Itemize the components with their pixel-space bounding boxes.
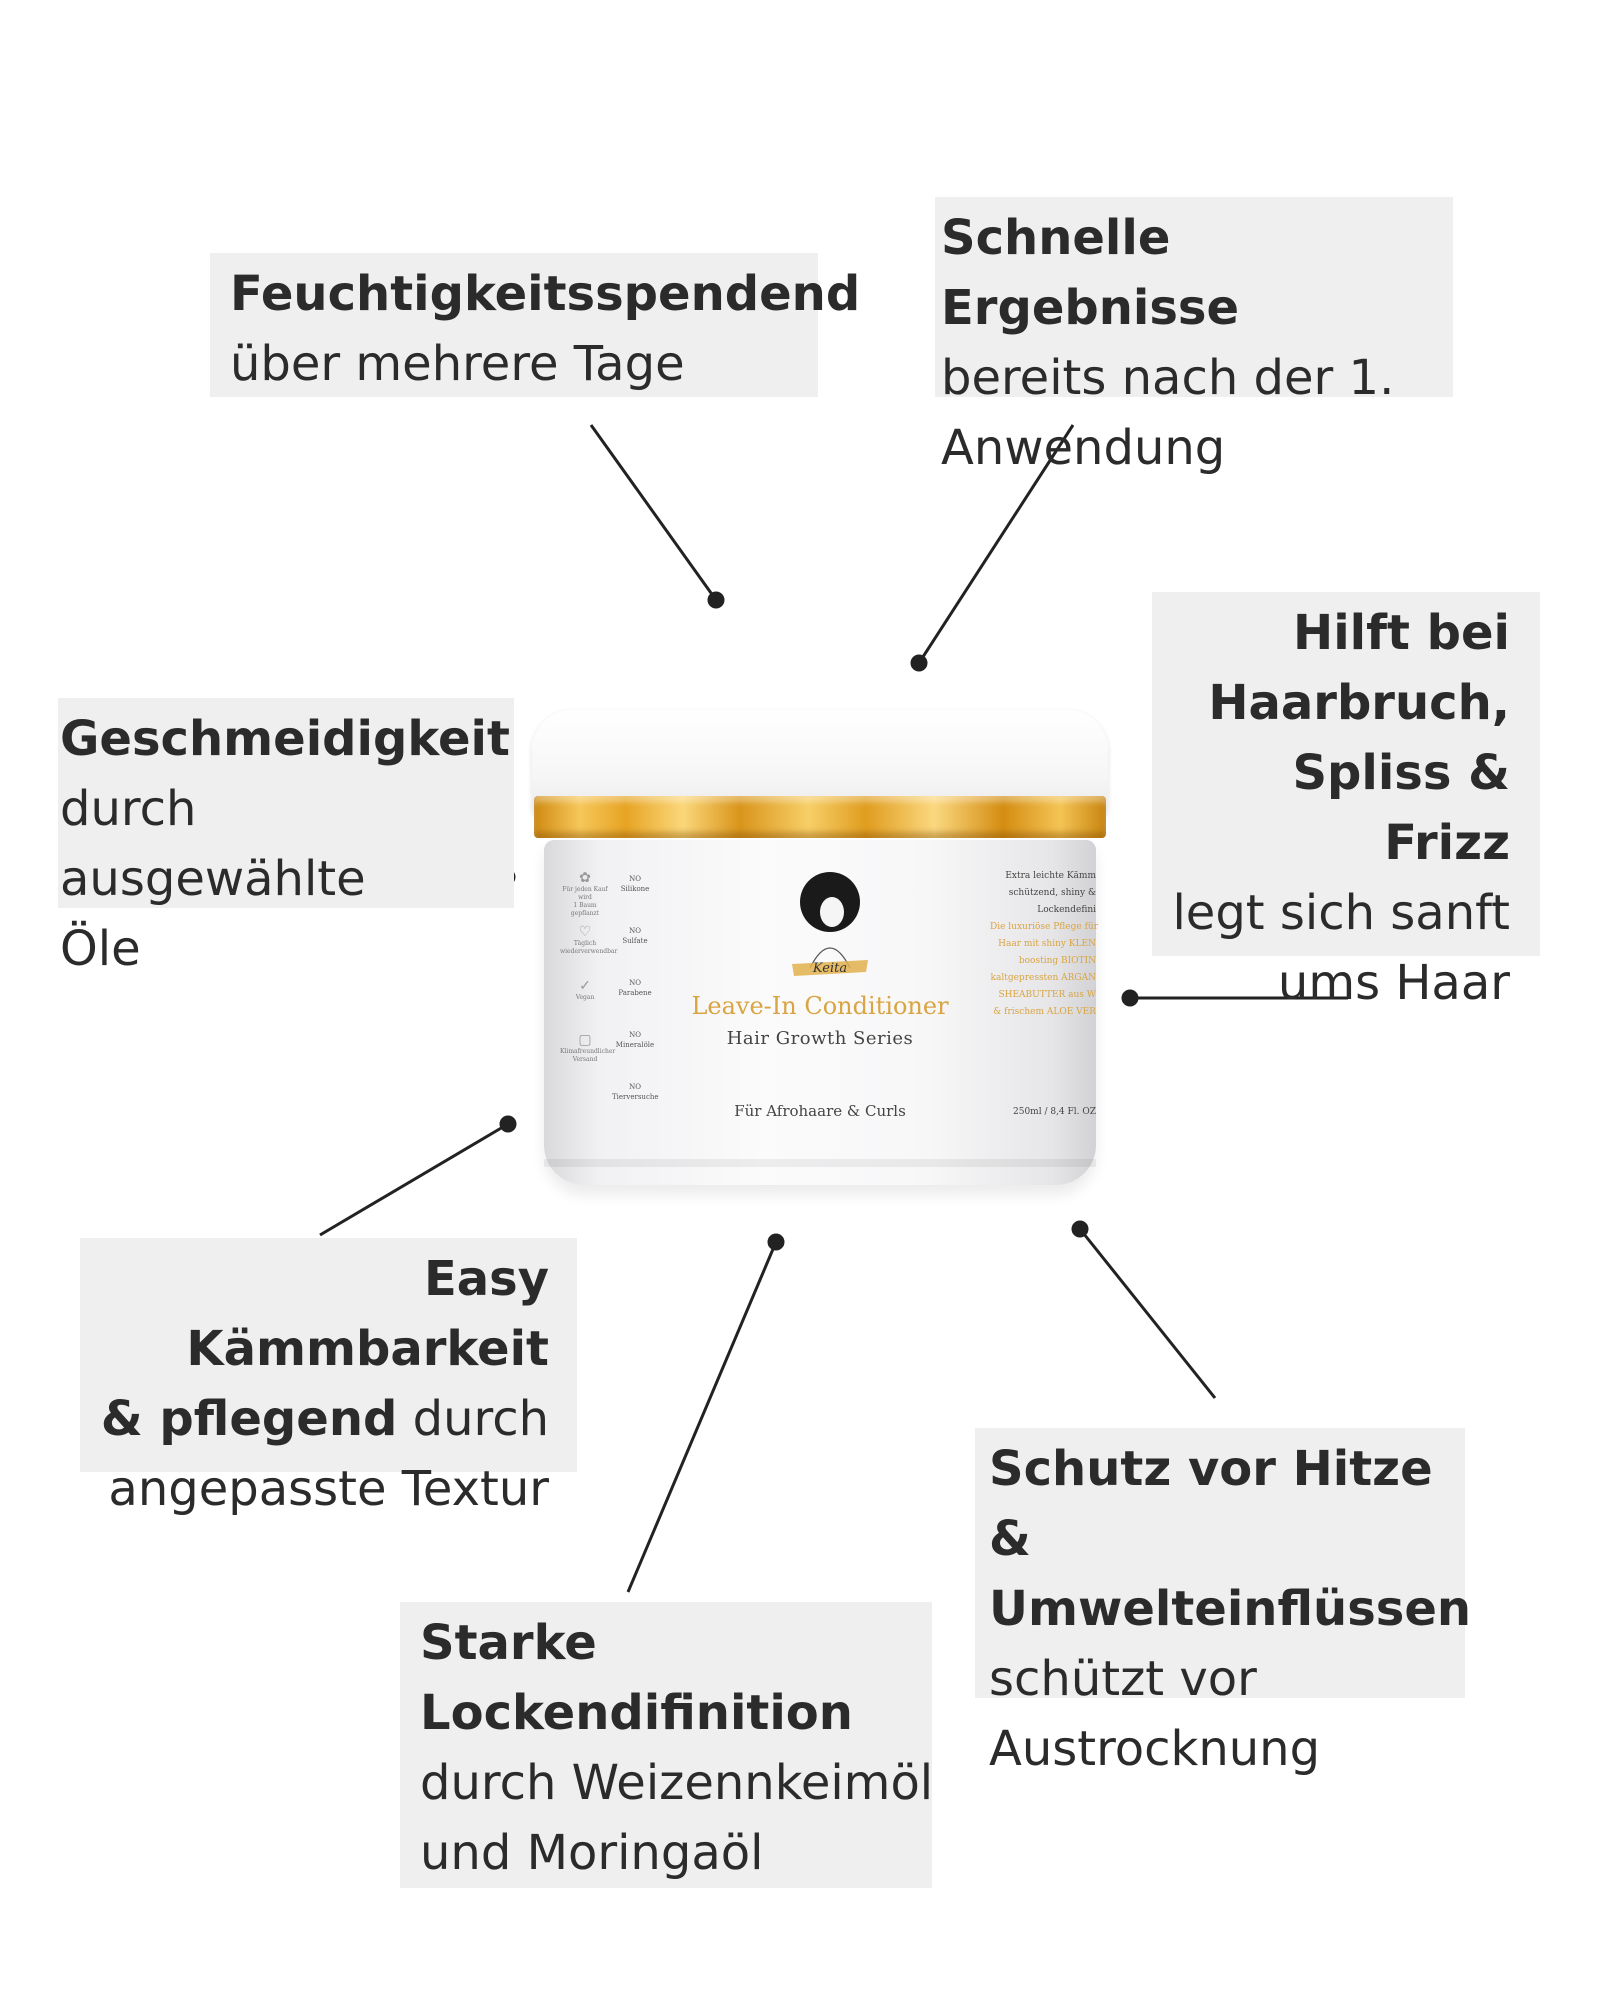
callout-title: Spliss & Frizz: [1292, 745, 1510, 871]
description-line: schützend, shiny &: [1008, 888, 1096, 898]
callout-text: Austrocknung: [989, 1721, 1321, 1777]
callout-text: ums Haar: [1277, 955, 1510, 1011]
callout-text: bereits nach der 1.: [941, 350, 1395, 406]
benefit-text: Vegan: [575, 994, 595, 1001]
description-line: boosting BIOTIN: [1018, 956, 1096, 966]
callout-text: angepasste Textur: [108, 1461, 549, 1517]
callout-text: legt sich sanft: [1172, 885, 1510, 941]
description-line: SHEABUTTER aus W: [998, 990, 1096, 1000]
vegan-icon: ✓: [579, 978, 591, 994]
connector-line: [320, 1124, 508, 1235]
jar-base: [544, 1159, 1096, 1167]
free-from-item: [612, 926, 658, 978]
no-label: NO: [629, 979, 641, 987]
benefit-item: [560, 924, 618, 978]
connector-dot: [709, 593, 723, 607]
benefit-text: 1 Baum gepflanzt: [570, 902, 600, 917]
connector-line: [591, 425, 716, 600]
description-line: & frischem ALOE VER: [993, 1007, 1096, 1017]
benefit-item: [560, 870, 610, 924]
callout-text: schützt vor: [989, 1651, 1257, 1707]
callout-text: und Moringaöl: [420, 1825, 764, 1881]
callout-hair-breakage: [1152, 592, 1540, 1011]
no-label: NO: [629, 927, 641, 935]
box-icon: ▢: [578, 1032, 592, 1048]
product-name: Leave-In Conditioner: [691, 992, 949, 1020]
connector-dot: [769, 1235, 783, 1249]
brand-logo: [790, 868, 870, 988]
description-line: Die luxuriöse Pflege für: [990, 922, 1098, 932]
callout-title: Umwelteinflüssen: [989, 1581, 1472, 1637]
callout-text: über mehrere Tage: [230, 336, 685, 392]
callout-title: Schnelle Ergebnisse: [941, 210, 1240, 336]
callout-text: durch ausgewählte: [60, 781, 366, 907]
callout-title: Lockendifinition: [420, 1685, 853, 1741]
no-label: NO: [629, 1083, 641, 1091]
callout-text: Anwendung: [941, 420, 1226, 476]
jar-gold-band: [534, 796, 1106, 838]
no-label: NO: [629, 875, 641, 883]
callout-title: Haarbruch,: [1208, 675, 1510, 731]
product-description: [990, 868, 1098, 1117]
description-line: Lockendefini: [1037, 905, 1096, 915]
callout-title: Easy Kämmbarkeit: [186, 1251, 549, 1377]
callout-title: Feuchtigkeitsspendend: [230, 266, 861, 322]
connector-dot: [1123, 991, 1137, 1005]
benefit-text: Für jeden Kauf wird: [562, 886, 608, 901]
no-item: Parabene: [618, 989, 652, 997]
callout-text: Öle: [60, 921, 141, 977]
benefit-item: [560, 1032, 616, 1086]
heart-icon: ♡: [578, 924, 592, 940]
benefit-text: Klimafreundlicher: [560, 1048, 616, 1055]
connector-dot: [501, 1117, 515, 1131]
callout-text: durch: [397, 1391, 549, 1447]
no-item: Mineralöle: [615, 1041, 655, 1049]
benefit-text: wiederverwendbar: [560, 948, 618, 955]
product-target: Für Afrohaare & Curls: [734, 1102, 906, 1120]
leaf-icon: ✿: [579, 870, 591, 886]
callout-title: Hilft bei: [1293, 605, 1510, 661]
callout-fast-results: [935, 197, 1453, 476]
connector-dot: [1073, 1222, 1087, 1236]
benefit-item: [560, 978, 610, 1032]
description-line: Extra leichte Kämm: [1005, 871, 1096, 881]
brand-name: Keita: [812, 961, 848, 976]
connector-line: [1080, 1229, 1215, 1398]
callout-title: & pflegend: [100, 1391, 398, 1447]
callout-title: Schutz vor Hitze &: [989, 1441, 1433, 1567]
callout-text: durch Weizennkeimöl: [420, 1755, 934, 1811]
product-jar: [530, 700, 1110, 1200]
no-item: Sulfate: [622, 937, 648, 945]
free-from-item: [612, 874, 658, 926]
callout-moisturizing: [210, 253, 861, 397]
description-line: kaltgepressten ARGAN: [990, 973, 1096, 983]
callout-smoothness: [58, 698, 514, 977]
benefit-icon-column: [560, 870, 618, 1086]
callout-title: Starke: [420, 1615, 597, 1671]
callout-heat-protection: [975, 1428, 1472, 1777]
callout-title: Geschmeidigkeit: [60, 711, 510, 767]
product-series: Hair Growth Series: [726, 1028, 914, 1049]
jar-body: [544, 840, 1096, 1185]
benefit-text: Täglich: [573, 940, 597, 947]
benefit-text: Versand: [572, 1056, 598, 1063]
no-item: Tierversuche: [612, 1093, 659, 1101]
description-line: Haar mit shiny KLEN: [998, 939, 1096, 949]
callout-easy-combing: [80, 1238, 577, 1517]
callout-curl-definition: [400, 1602, 932, 1888]
product-size: 250ml / 8,4 Fl. OZ: [1013, 1107, 1096, 1117]
connector-line: [628, 1242, 776, 1592]
no-item: Silikone: [620, 885, 650, 893]
no-label: NO: [629, 1031, 641, 1039]
connector-dot: [912, 656, 926, 670]
